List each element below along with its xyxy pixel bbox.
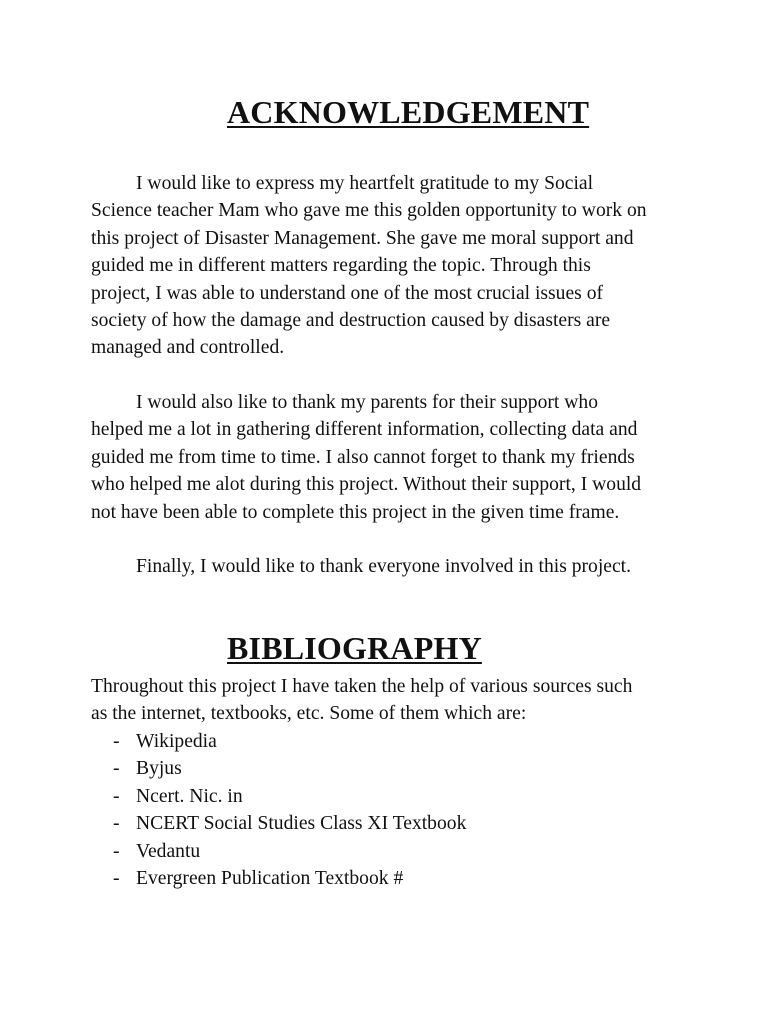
list-item — [113, 755, 466, 782]
bibliography-heading: BIBLIOGRAPHY — [227, 630, 482, 666]
source-label: NCERT Social Studies Class XI Textbook — [136, 813, 467, 835]
acknowledgement-paragraph-1: I would like to express my heartfelt gratitude to my Social Science teacher Mam who gave me this golden opportunity to work on this project of Disaster Management. She gave me moral support and guided me in different matters regarding the topic. Through this project, I was able to understand one of the most crucial issues of society of how the damage and destruction caused by disasters are managed and controlled. — [91, 173, 647, 359]
bibliography-source-list — [113, 728, 466, 892]
list-bullet: - — [113, 813, 120, 835]
list-item — [113, 838, 466, 865]
acknowledgement-heading: ACKNOWLEDGEMENT — [227, 94, 590, 130]
acknowledgement-paragraph-2: I would also like to thank my parents for their support who helped me a lot in gathering different information, collecting data and guided me from time to time. I also cannot forget to thank my friends who helped me alot during this project. Without their support, I would not have been able to complete this project in the given time frame. — [91, 392, 642, 523]
list-bullet: - — [113, 731, 120, 752]
list-item — [113, 728, 466, 755]
list-bullet: - — [113, 785, 120, 807]
source-label: Evergreen Publication Textbook # — [136, 868, 404, 890]
list-bullet: - — [113, 758, 120, 780]
source-label: Ncert. Nic. in — [136, 785, 243, 807]
source-label: Wikipedia — [136, 731, 217, 752]
list-item — [113, 865, 466, 892]
source-label: Byjus — [136, 758, 182, 780]
list-item — [113, 810, 466, 837]
bibliography-intro: Throughout this project I have taken the help of various sources such as the internet, textbooks, etc. Some of them which are: — [91, 676, 633, 725]
list-bullet: - — [113, 868, 120, 890]
acknowledgement-paragraph-3: Finally, I would like to thank everyone involved in this project. — [136, 556, 632, 577]
list-item — [113, 783, 466, 810]
list-bullet: - — [113, 840, 120, 862]
source-label: Vedantu — [136, 840, 201, 862]
